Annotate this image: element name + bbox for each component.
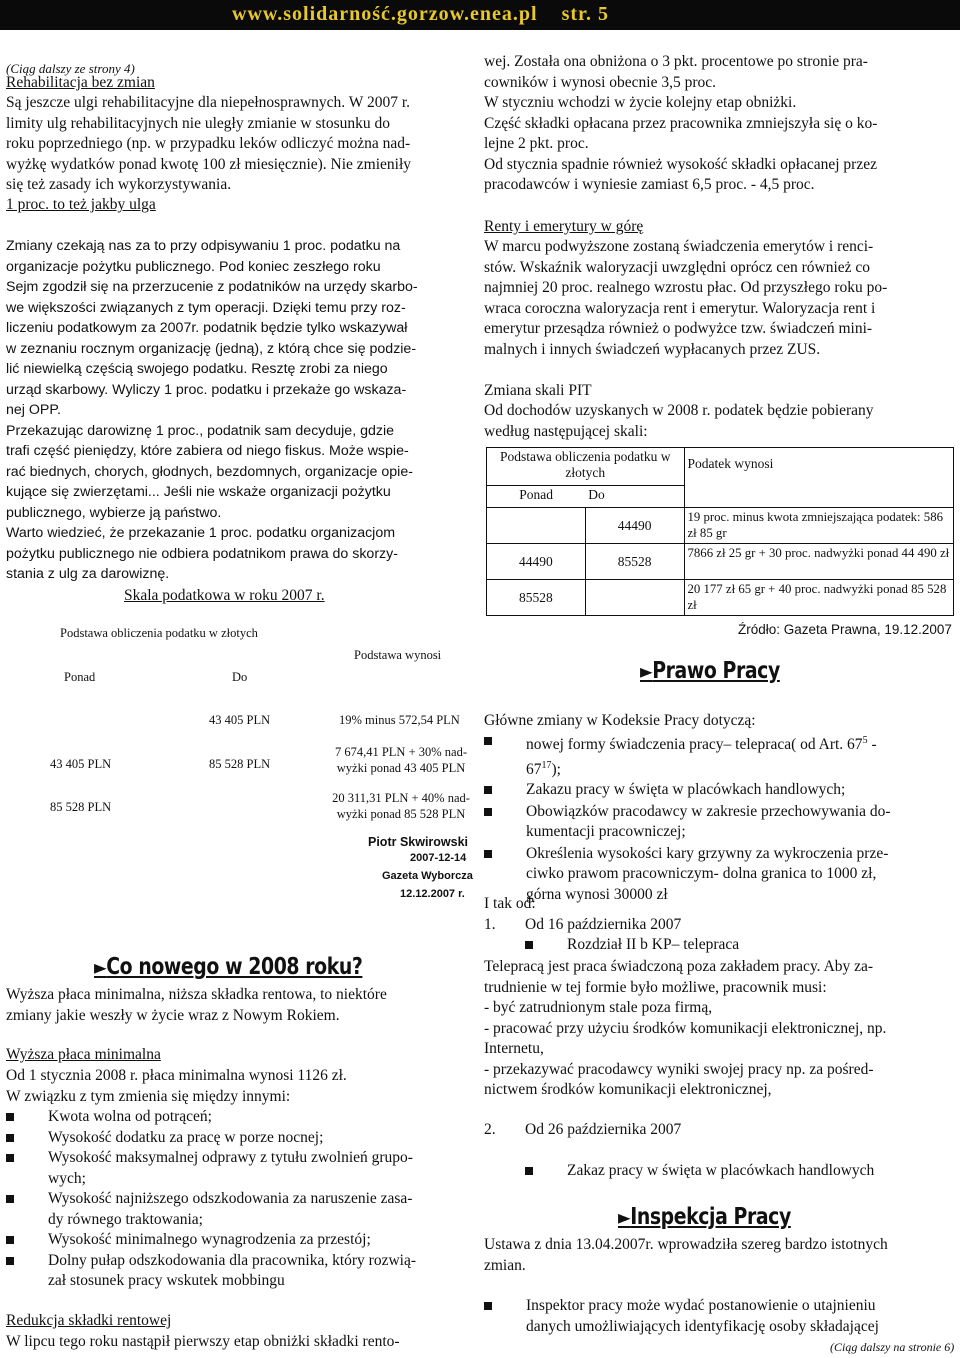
text-line: Od 1 stycznia 2008 r. płaca minimalna wynosi 1126 zł. (6, 1067, 347, 1084)
text-line: wej. Została ona obniżona o 3 pkt. procentowe po stronie pra- (484, 53, 868, 70)
bullet-square-icon (6, 1113, 14, 1121)
arrow-right-icon: ► (94, 955, 107, 979)
author: Piotr Skwirowski (368, 835, 469, 849)
list-item-line (526, 731, 877, 756)
text-line: - przekazywać pracodawcy wyniki swojej pracy np. za pośred- (484, 1060, 874, 1078)
scale-r3-tax: 20 311,31 PLN + 40% nad-wyżki ponad 85 528 PLN (332, 791, 470, 821)
list-item-line (526, 756, 877, 781)
list-item-line: Wysokość minimalnego wynagrodzenia za przestój; (48, 1231, 371, 1248)
list-item-line: Kwota wolna od potrąceń; (48, 1108, 212, 1125)
line-text: 67 (526, 760, 542, 778)
continued-from: (Ciąg dalszy ze strony 4) (6, 61, 135, 76)
text-line: roku poprzedniego (np. w przypadku leków odliczyć można nad- (6, 135, 411, 152)
pit-do: Do (585, 486, 684, 508)
min-wage-paragraph (6, 1066, 347, 1107)
bullet-square-icon (525, 941, 533, 949)
text-line: Od stycznia spadnie również wysokość składki opłacanej przez (484, 155, 877, 173)
text-line: Telepracą jest praca świadczoną poza zakładem pracy. Aby za- (484, 958, 874, 975)
text-line: stów. Wskaźnik waloryzacji uwzględni oprócz cen również co (484, 258, 871, 276)
source-date: 12.12.2007 r. (400, 888, 465, 900)
list-item-line: Inspektor pracy może wydać postanowienie o utajnieniu (526, 1297, 876, 1314)
point2: Od 26 października 2007 (525, 1121, 682, 1138)
news-intro (6, 985, 387, 1026)
pit-r1-to: 44490 (585, 508, 684, 544)
list-item-line: górna wynosi 30000 zł (526, 885, 668, 903)
bullet-square-icon (6, 1236, 14, 1244)
scale-r1-to: 43 405 PLN (209, 713, 271, 727)
text-line: W marcu podwyższone zostaną świadczenia emerytów i renci- (484, 238, 874, 255)
text-line: Wyższa płaca minimalna, niższa składka rentowa, to niektóre (6, 986, 387, 1003)
pit-r3-from: 85528 (487, 580, 586, 616)
text-line: W związku z tym zmienia się między innymi: (6, 1087, 291, 1105)
text-line: liczeniu podatkowym za 2007r. podatnik będzie tylko wskazywał (6, 320, 408, 336)
text-line: Przekazując darowiznę 1 proc., podatnik sam decyduje, gdzie (6, 422, 395, 439)
scale-col1: Podstawa obliczenia podatku w złotych (60, 626, 258, 640)
text-line: pracodawców i wyniesie zamiast 6,5 proc. - 4,5 proc. (484, 176, 815, 193)
text-line: urząd skarbowy. Wyliczy 1 proc. podatku i przekaże go wskaza- (6, 381, 407, 398)
list-item-line: dy równego traktowania; (48, 1210, 203, 1228)
list-item-line: Obowiązków pracodawcy w zakresie przechowywania do- (526, 802, 891, 820)
text-line: malnych i innych świadczeń wypłacanych przez ZUS. (484, 340, 821, 358)
author-date: 2007-12-14 (410, 852, 467, 864)
text-line: Zmiany czekają nas za to przy odpisywaniu 1 proc. podatku na (6, 238, 401, 254)
pit-table (486, 447, 954, 616)
continued-on: (Ciąg dalszy na stronie 6) (830, 1340, 955, 1354)
text-line: Część składki opłacana przez pracownika zmniejszyła się o ko- (484, 114, 878, 132)
list-item-line: Określenia wysokości kary grzywny za wykroczenia prze- (526, 844, 889, 862)
text-line: wraca coroczna waloryzacja rent i emerytur. Waloryzacja rent i (484, 299, 876, 317)
text-line: trudnienie w tej formie było możliwe, pracownik musi: (484, 978, 827, 996)
scale-title: Skala podatkowa w roku 2007 r. (124, 587, 325, 604)
scale-r2-from: 43 405 PLN (50, 757, 112, 771)
rehab-paragraph (6, 93, 411, 196)
scale-r2-to: 85 528 PLN (209, 757, 271, 771)
list-item-line: Dolny pułap odszkodowania dla pracownika, który rozwią- (48, 1251, 417, 1269)
point1: Od 16 października 2007 (525, 916, 682, 933)
list-item-line: ciwko prawom pracowniczym- dolna granica to 1000 zł, (526, 865, 877, 882)
rent-title: Redukcja składki rentowej (6, 1312, 172, 1329)
text-line: zmiany jakie weszły w życie wraz z Nowym Rokiem. (6, 1006, 340, 1024)
ulga-paragraph (6, 236, 418, 585)
bullet-square-icon (525, 1167, 533, 1175)
text-line: najmniej 20 proc. realnego wzrostu płac. Od przyszłego roku po- (484, 279, 888, 296)
rent-continued (484, 52, 877, 196)
list-item-line: danych umożliwiających identyfikację osoby składającej (526, 1317, 879, 1335)
text-line: Internetu, (484, 1040, 544, 1057)
list-item-line: Wysokość najniższego odszkodowania za naruszenie zasa- (48, 1190, 413, 1207)
scale-ponad: Ponad (64, 670, 96, 684)
telework-paragraph (484, 957, 886, 1101)
inspection-paragraph (484, 1235, 888, 1276)
text-line: pożytku publicznego nie odbiera podatnikom prawa do skorzy- (6, 545, 398, 562)
scale-r3-from: 85 528 PLN (50, 800, 112, 814)
bullet-square-icon (484, 737, 492, 745)
list-item-line: Wysokość dodatku za pracę w porze nocnej; (48, 1128, 324, 1146)
text-line: Ustawa z dnia 13.04.2007r. wprowadziła szereg bardzo istotnych (484, 1236, 888, 1253)
text-line: W styczniu wchodzi w życie kolejny etap obniżki. (484, 94, 797, 111)
point1-num: 1. (484, 916, 496, 933)
pit-r1-tax: 19 proc. minus kwota zmniejszająca podatek: 586 zł 85 gr (684, 508, 954, 544)
text-line: emerytur przesądza również o podwyżce tzw. świadczeń mini- (484, 320, 873, 337)
i-tak: I tak od: (484, 895, 536, 912)
superscript: 5 (862, 735, 868, 746)
pit-col2: Podatek wynosi (684, 448, 954, 508)
news-heading-text: Co nowego w 2008 roku? (106, 954, 363, 980)
page-number: str. 5 (561, 3, 610, 25)
bullet-square-icon (484, 1302, 492, 1310)
inspection-heading (618, 1204, 791, 1230)
pit-ponad: Ponad (487, 486, 586, 508)
text-line: rać biednych, chorych, głodnych, bezdomnych, organizacje opie- (6, 463, 413, 480)
text-line: publicznego, wybierze ją państwo. (6, 504, 222, 521)
text-line: wyżkę wydatków ponad kwotę 100 zł miesięcznie). Nie zmieniły (6, 155, 412, 173)
text-line: lić niewielką częścią swojego podatku. Resztę zrobi za niego (6, 361, 388, 377)
ulga-title: 1 proc. to też jakby ulga (6, 196, 156, 213)
line-text: - (867, 736, 877, 754)
bullet-square-icon (6, 1154, 14, 1162)
text-line: stania z ulg za darowiznę. (6, 566, 170, 582)
site-url: www.solidarność.gorzow.enea.pl (232, 3, 538, 25)
text-line: kujące się zwierzętami... Jeśli nie wskaże organizacji pożytku (6, 484, 391, 500)
text-line: trafi część pieniędzy, które zabiera od niego fiskus. Może wspie- (6, 443, 409, 459)
pit-r2-tax: 7866 zł 25 gr + 30 proc. nadwyżki ponad 44 490 zł (684, 544, 954, 580)
header-site (232, 3, 609, 26)
list-item-line: Wysokość maksymalnej odprawy z tytułu zwolnień grupo- (48, 1149, 413, 1166)
bullet-square-icon (6, 1257, 14, 1265)
text-line: we większości związanych z tym operacji. Dzięki temu przy roz- (6, 299, 406, 316)
text-line: zmian. (484, 1256, 526, 1274)
superscript: 17 (541, 759, 552, 771)
text-line: Są jeszcze ulgi rehabilitacyjne dla niepełnosprawnych. W 2007 r. (6, 94, 411, 111)
text-line: lejne 2 pkt. proc. (484, 135, 589, 152)
pit-r3-to (585, 580, 684, 616)
pit-title: Zmiana skali PIT (484, 382, 592, 399)
text-line: Sejm zgodził się na przerzucenie z podatników na urzędy skarbo- (6, 279, 418, 295)
list-item-line: Zakazu pracy w święta w placówkach handlowych; (526, 781, 846, 798)
pension-paragraph (484, 237, 887, 360)
source: Gazeta Wyborcza (382, 870, 473, 882)
pension-title: Renty i emerytury w górę (484, 218, 644, 235)
text-line: nictwem środków komunikacji elektronicznej, (484, 1081, 772, 1098)
line-text: nowej formy świadczenia pracy– telepraca( od Art. 67 (526, 736, 863, 754)
labor-heading (640, 658, 780, 684)
text-line: limity ulg rehabilitacyjnych nie uległy zmianie w stosunku do (6, 114, 390, 132)
page-header (0, 0, 960, 30)
bullet-square-icon (6, 1195, 14, 1203)
text-line: według następującej skali: (484, 422, 648, 440)
text-line: w zeznaniu rocznym organizację (jedną), z którą chce się podzie- (6, 340, 417, 357)
text-line: Warto wiedzieć, że przekazanie 1 proc. podatku organizacjom (6, 525, 396, 541)
pit-r2-to: 85528 (585, 544, 684, 580)
list-item-line: zał stosunek pracy wskutek mobbingu (48, 1272, 285, 1289)
rehab-title: Rehabilitacja bez zmian (6, 74, 155, 91)
list-item-line: wych; (48, 1169, 86, 1187)
pit-source: Źródło: Gazeta Prawna, 19.12.2007 (738, 622, 952, 637)
text-line: Od dochodów uzyskanych w 2008 r. podatek będzie pobierany (484, 402, 874, 419)
rent-line: W lipcu tego roku nastąpił pierwszy etap obniżki składki rento- (6, 1333, 400, 1350)
bullet-square-icon (484, 808, 492, 816)
pit-r2-from: 44490 (487, 544, 586, 580)
arrow-right-icon: ► (640, 659, 653, 683)
list-item-line: kumentacji pracowniczej; (526, 823, 686, 840)
text-line: cowników i wynosi obecnie 3,5 proc. (484, 73, 717, 91)
pit-col1: Podstawa obliczenia podatku w złotych (487, 448, 685, 486)
labor-intro: Główne zmiany w Kodeksie Pracy dotyczą: (484, 712, 756, 729)
bullet-square-icon (6, 1134, 14, 1142)
scale-col2: Podstawa wynosi (354, 648, 442, 662)
pit-r1-from (487, 508, 586, 544)
text-line: - być zatrudnionym stale poza firmą, (484, 999, 713, 1016)
bullet-square-icon (484, 850, 492, 858)
pit-paragraph (484, 401, 874, 442)
arrow-right-icon: ► (618, 1205, 631, 1229)
news-heading (94, 954, 362, 980)
line-text: ); (551, 760, 561, 778)
scale-r1-tax: 19% minus 572,54 PLN (339, 713, 460, 727)
text-line: organizacje pożytku publicznego. Pod koniec zeszłego roku (6, 258, 381, 275)
inspection-heading-text: Inspekcja Pracy (630, 1204, 791, 1230)
scale-r2-tax: 7 674,41 PLN + 30% nad-wyżki ponad 43 405 PLN (334, 745, 468, 775)
text-line: się też zasady ich wykorzystywania. (6, 176, 232, 193)
pit-r3-tax: 20 177 zł 65 gr + 40 proc. nadwyżki ponad 85 528 zł (684, 580, 954, 616)
min-wage-title: Wyższa płaca minimalna (6, 1046, 161, 1063)
point2-num: 2. (484, 1121, 496, 1138)
labor-heading-text: Prawo Pracy (652, 658, 780, 684)
scale-do: Do (232, 670, 248, 684)
text-line: - pracować przy użyciu środków komunikacji elektronicznej, np. (484, 1019, 887, 1037)
bullet-square-icon (484, 786, 492, 794)
text-line: nej OPP. (6, 402, 61, 418)
